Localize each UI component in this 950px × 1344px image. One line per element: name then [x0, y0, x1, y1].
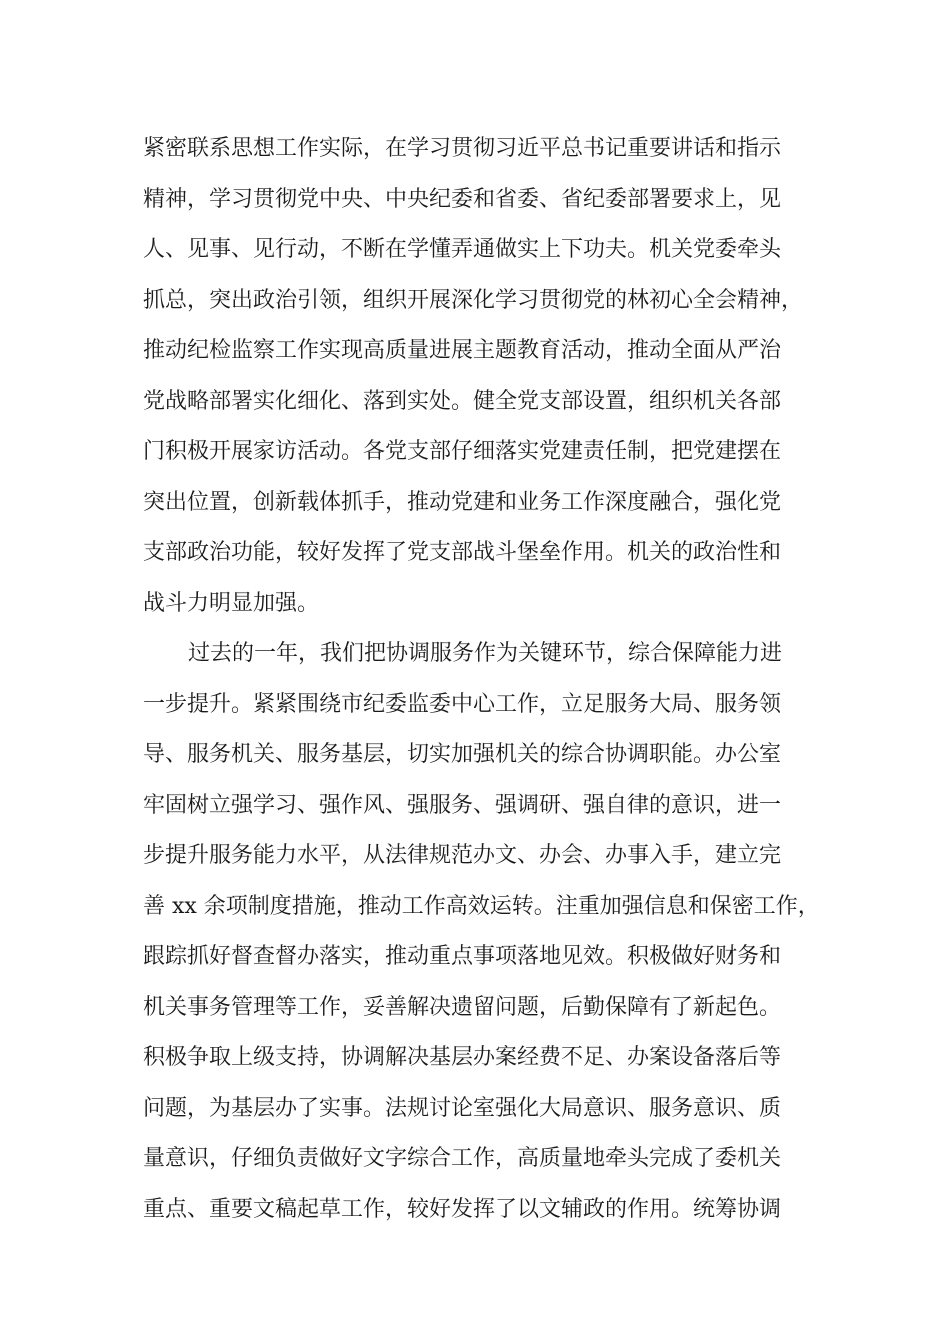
text-line: 步提升服务能力水平，从法律规范办文、办会、办事入手，建立完 [143, 843, 782, 868]
text-line: 抓总，突出政治引领，组织开展深化学习贯彻党的林初心全会精神， [143, 287, 804, 313]
text-line: 精神，学习贯彻党中央、中央纪委和省委、省纪委部署要求上，见 [143, 186, 782, 212]
text-line: 人、见事、见行动，不断在学懂弄通做实上下功夫。机关党委牵头 [143, 237, 782, 262]
text-line: 党战略部署实化细化、落到实处。健全党支部设置，组织机关各部 [143, 388, 782, 414]
text-line: 一步提升。紧紧围绕市纪委监委中心工作，立足服务大局、服务领 [143, 691, 782, 717]
text-line: 量意识，仔细负责做好文字综合工作，高质量地牵头完成了委机关 [143, 1146, 782, 1171]
text-line: 紧密联系思想工作实际，在学习贯彻习近平总书记重要讲话和指示 [143, 136, 782, 161]
text-line: 机关事务管理等工作，妥善解决遗留问题，后勤保障有了新起色。 [143, 994, 782, 1020]
text-line: 善 xx 余项制度措施，推动工作高效运转。注重加强信息和保密工作， [143, 893, 820, 919]
text-line: 过去的一年，我们把协调服务作为关键环节，综合保障能力进 [188, 641, 783, 666]
text-line: 牢固树立强学习、强作风、强服务、强调研、强自律的意识，进一 [143, 792, 782, 818]
text-line: 门积极开展家访活动。各党支部仔细落实党建责任制，把党建摆在 [143, 439, 782, 464]
text-line: 突出位置，创新载体抓手，推动党建和业务工作深度融合，强化党 [143, 489, 782, 515]
paragraph-2 [143, 629, 820, 1235]
document-body [143, 124, 820, 1235]
text-line: 积极争取上级支持，协调解决基层办案经费不足、办案设备落后等 [143, 1045, 782, 1070]
text-line: 战斗力明显加强。 [143, 590, 320, 616]
text-line: 问题，为基层办了实事。法规讨论室强化大局意识、服务意识、质 [143, 1095, 782, 1121]
text-line: 推动纪检监察工作实现高质量进展主题教育活动，推动全面从严治 [143, 338, 782, 363]
paragraph-1 [143, 124, 815, 629]
text-line: 支部政治功能，较好发挥了党支部战斗堡垒作用。机关的政治性和 [143, 540, 782, 565]
text-line: 重点、重要文稿起草工作，较好发挥了以文辅政的作用。统筹协调 [143, 1196, 782, 1222]
text-line: 跟踪抓好督查督办落实，推动重点事项落地见效。积极做好财务和 [143, 944, 782, 969]
text-line: 导、服务机关、服务基层，切实加强机关的综合协调职能。办公室 [143, 742, 782, 767]
